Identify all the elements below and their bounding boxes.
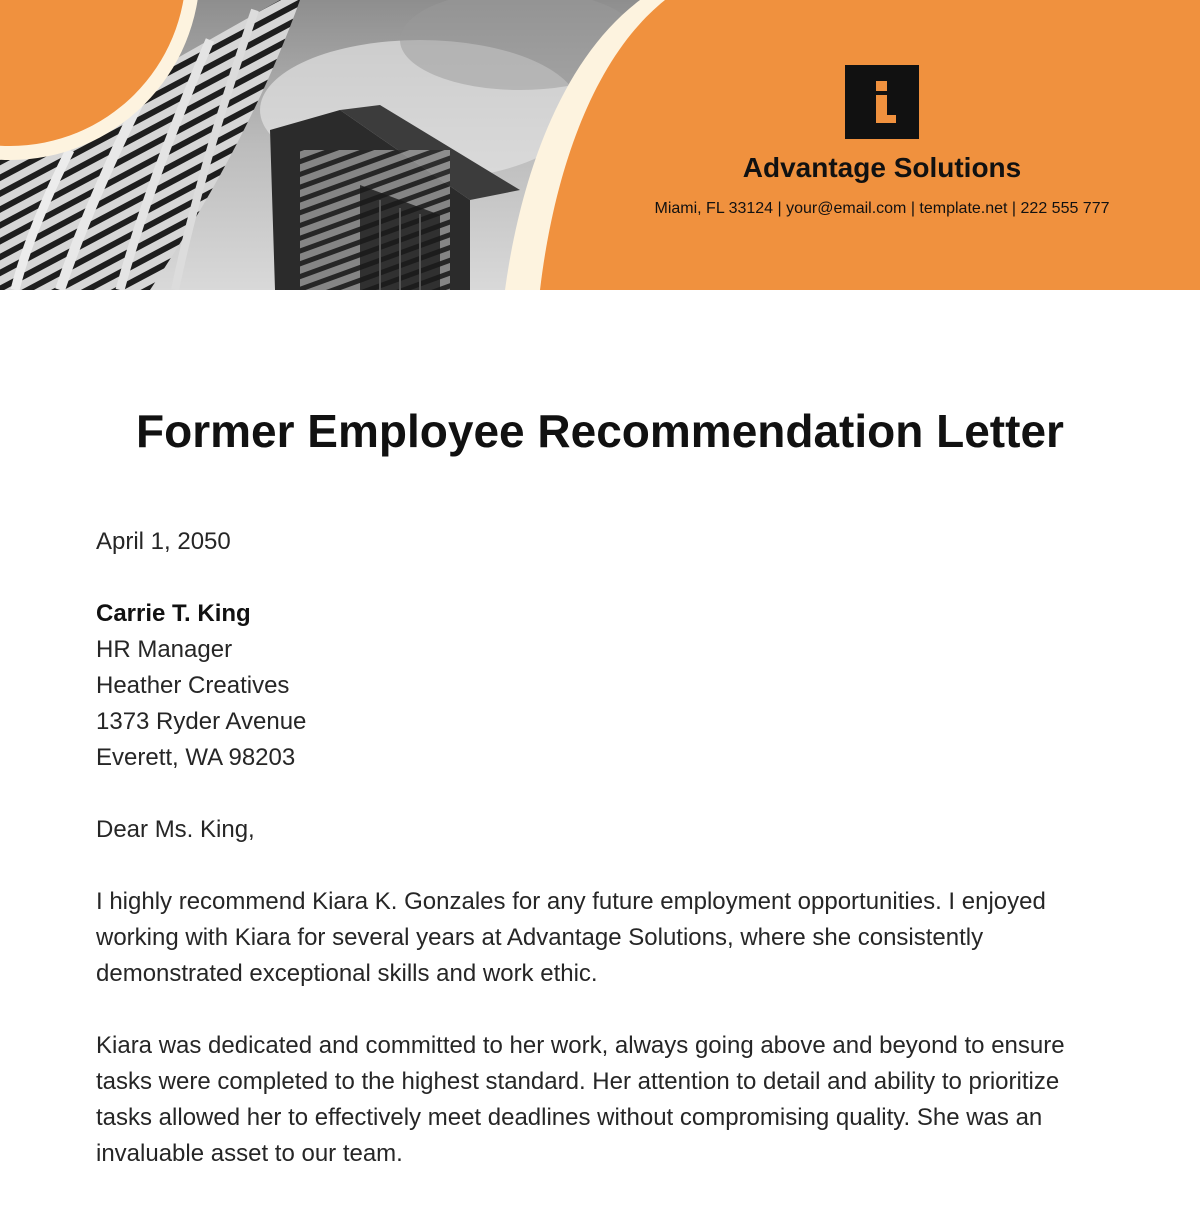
recipient-street: 1373 Ryder Avenue <box>96 708 307 735</box>
letter-date: April 1, 2050 <box>96 528 231 555</box>
salutation: Dear Ms. King, <box>96 816 255 843</box>
letterhead <box>0 0 1200 290</box>
letter-i-logo-icon <box>845 65 919 139</box>
body-paragraph: I highly recommend Kiara K. Gonzales for any future employment opportunities. I enjoyed working with Kiara for several years at Advantage Solutions, where she consistently demonstrated exceptional skills and work ethic. <box>96 888 1046 987</box>
recipient-block <box>96 596 1106 776</box>
company-contact-line: Miami, FL 33124 | your@email.com | template.net | 222 555 777 <box>654 200 1110 217</box>
body-paragraph: Kiara was dedicated and committed to her work, always going above and beyond to ensure tasks were completed to the highest standard. Her attention to detail and ability to prioritize tasks allowed her to effectively meet deadlines without compromising quality. She was an invaluable asset to our team. <box>96 1032 1065 1167</box>
company-name: Advantage Solutions <box>742 152 1022 183</box>
recipient-name: Carrie T. King <box>96 600 251 627</box>
header-graphic <box>0 0 1200 290</box>
recipient-city-state-zip: Everett, WA 98203 <box>96 744 296 771</box>
recipient-position: HR Manager <box>96 636 233 663</box>
document-title: Former Employee Recommendation Letter <box>136 405 1064 457</box>
company-logo <box>845 65 919 139</box>
recipient-company: Heather Creatives <box>96 672 290 699</box>
letter-body <box>96 524 1106 1208</box>
